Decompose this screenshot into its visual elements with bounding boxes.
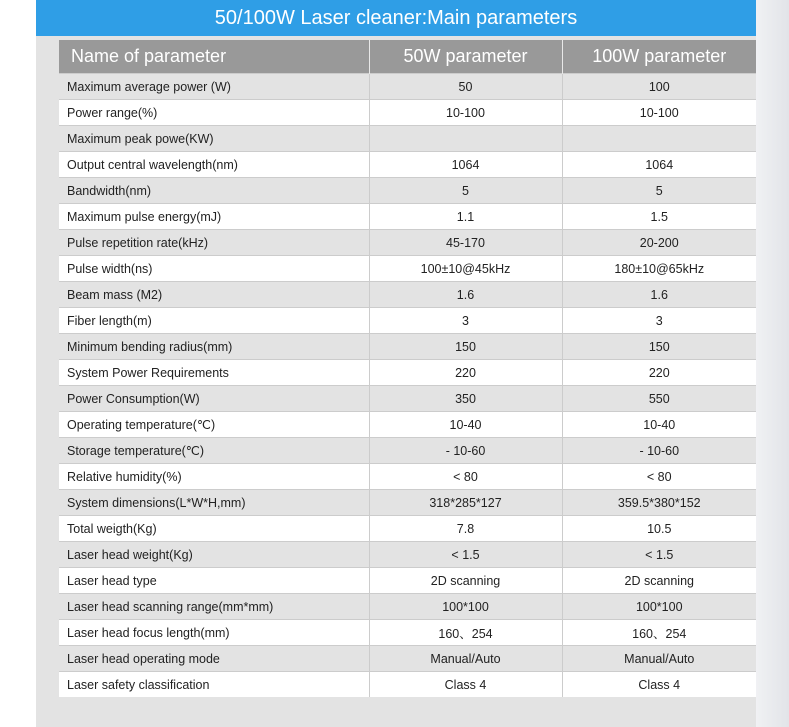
table-row: [59, 438, 756, 464]
parameter-name-cell: Relative humidity(%): [59, 464, 369, 490]
value-50w-cell: 7.8: [369, 516, 562, 542]
parameter-name-cell: Bandwidth(nm): [59, 178, 369, 204]
value-50w-cell: - 10-60: [369, 438, 562, 464]
parameter-name-cell: Laser head focus length(mm): [59, 620, 369, 646]
value-100w-cell: 20-200: [562, 230, 756, 256]
table-row: [59, 282, 756, 308]
value-100w-cell: 100*100: [562, 594, 756, 620]
table-row: [59, 568, 756, 594]
value-50w-cell: 3: [369, 308, 562, 334]
parameter-name-cell: Minimum bending radius(mm): [59, 334, 369, 360]
value-100w-cell: 359.5*380*152: [562, 490, 756, 516]
header-100w-parameter: 100W parameter: [562, 40, 756, 74]
parameter-name-cell: Beam mass (M2): [59, 282, 369, 308]
table-row: [59, 334, 756, 360]
header-50w-parameter: 50W parameter: [369, 40, 562, 74]
parameter-name-cell: System dimensions(L*W*H,mm): [59, 490, 369, 516]
value-100w-cell: 550: [562, 386, 756, 412]
value-100w-cell: - 10-60: [562, 438, 756, 464]
value-50w-cell: 220: [369, 360, 562, 386]
value-100w-cell: 10.5: [562, 516, 756, 542]
value-100w-cell: 10-100: [562, 100, 756, 126]
value-50w-cell: 1064: [369, 152, 562, 178]
value-50w-cell: < 1.5: [369, 542, 562, 568]
value-50w-cell: 10-40: [369, 412, 562, 438]
value-100w-cell: 180±10@65kHz: [562, 256, 756, 282]
parameter-name-cell: Laser head scanning range(mm*mm): [59, 594, 369, 620]
parameter-name-cell: Storage temperature(℃): [59, 438, 369, 464]
parameter-name-cell: Maximum pulse energy(mJ): [59, 204, 369, 230]
table-row: [59, 100, 756, 126]
value-50w-cell: 45-170: [369, 230, 562, 256]
value-100w-cell: < 80: [562, 464, 756, 490]
parameter-name-cell: Output central wavelength(nm): [59, 152, 369, 178]
value-50w-cell: 150: [369, 334, 562, 360]
table-row: [59, 464, 756, 490]
value-100w-cell: 5: [562, 178, 756, 204]
parameter-name-cell: Laser safety classification: [59, 672, 369, 698]
parameter-name-cell: Laser head operating mode: [59, 646, 369, 672]
value-100w-cell: < 1.5: [562, 542, 756, 568]
value-50w-cell: 100±10@45kHz: [369, 256, 562, 282]
table-row: [59, 178, 756, 204]
value-50w-cell: 50: [369, 74, 562, 100]
value-50w-cell: 5: [369, 178, 562, 204]
parameter-name-cell: Fiber length(m): [59, 308, 369, 334]
table-row: [59, 646, 756, 672]
value-100w-cell: 160、254: [562, 620, 756, 646]
value-50w-cell: 100*100: [369, 594, 562, 620]
value-100w-cell: [562, 126, 756, 152]
table-row: [59, 126, 756, 152]
header-name-of-parameter: Name of parameter: [59, 40, 369, 74]
table-row: [59, 516, 756, 542]
parameter-name-cell: Laser head weight(Kg): [59, 542, 369, 568]
parameters-table: [59, 40, 756, 697]
table-row: [59, 308, 756, 334]
table-body: [59, 74, 756, 698]
parameter-name-cell: Pulse width(ns): [59, 256, 369, 282]
value-100w-cell: Class 4: [562, 672, 756, 698]
parameter-name-cell: Pulse repetition rate(kHz): [59, 230, 369, 256]
value-100w-cell: 1.6: [562, 282, 756, 308]
value-50w-cell: [369, 126, 562, 152]
parameter-name-cell: System Power Requirements: [59, 360, 369, 386]
value-100w-cell: 220: [562, 360, 756, 386]
value-100w-cell: 3: [562, 308, 756, 334]
parameter-name-cell: Power range(%): [59, 100, 369, 126]
value-50w-cell: 318*285*127: [369, 490, 562, 516]
value-100w-cell: 100: [562, 74, 756, 100]
value-100w-cell: 1.5: [562, 204, 756, 230]
left-margin: [0, 0, 36, 727]
value-50w-cell: 10-100: [369, 100, 562, 126]
value-100w-cell: 2D scanning: [562, 568, 756, 594]
table-row: [59, 594, 756, 620]
value-50w-cell: < 80: [369, 464, 562, 490]
table-header-row: [59, 40, 756, 74]
page-title: 50/100W Laser cleaner:Main parameters: [36, 0, 756, 36]
value-50w-cell: 1.6: [369, 282, 562, 308]
table-row: [59, 152, 756, 178]
table-row: [59, 542, 756, 568]
table-row: [59, 256, 756, 282]
value-100w-cell: 10-40: [562, 412, 756, 438]
value-100w-cell: Manual/Auto: [562, 646, 756, 672]
value-50w-cell: 2D scanning: [369, 568, 562, 594]
table-row: [59, 672, 756, 698]
parameter-name-cell: Maximum peak powe(KW): [59, 126, 369, 152]
parameter-name-cell: Operating temperature(℃): [59, 412, 369, 438]
table-row: [59, 204, 756, 230]
value-50w-cell: Manual/Auto: [369, 646, 562, 672]
parameter-name-cell: Maximum average power (W): [59, 74, 369, 100]
value-50w-cell: 1.1: [369, 204, 562, 230]
table-row: [59, 230, 756, 256]
table-row: [59, 412, 756, 438]
value-50w-cell: 350: [369, 386, 562, 412]
table-row: [59, 490, 756, 516]
value-50w-cell: Class 4: [369, 672, 562, 698]
table-row: [59, 74, 756, 100]
value-100w-cell: 150: [562, 334, 756, 360]
table-row: [59, 620, 756, 646]
table-row: [59, 360, 756, 386]
table-row: [59, 386, 756, 412]
parameter-name-cell: Laser head type: [59, 568, 369, 594]
parameter-name-cell: Total weigth(Kg): [59, 516, 369, 542]
value-50w-cell: 160、254: [369, 620, 562, 646]
value-100w-cell: 1064: [562, 152, 756, 178]
parameter-name-cell: Power Consumption(W): [59, 386, 369, 412]
